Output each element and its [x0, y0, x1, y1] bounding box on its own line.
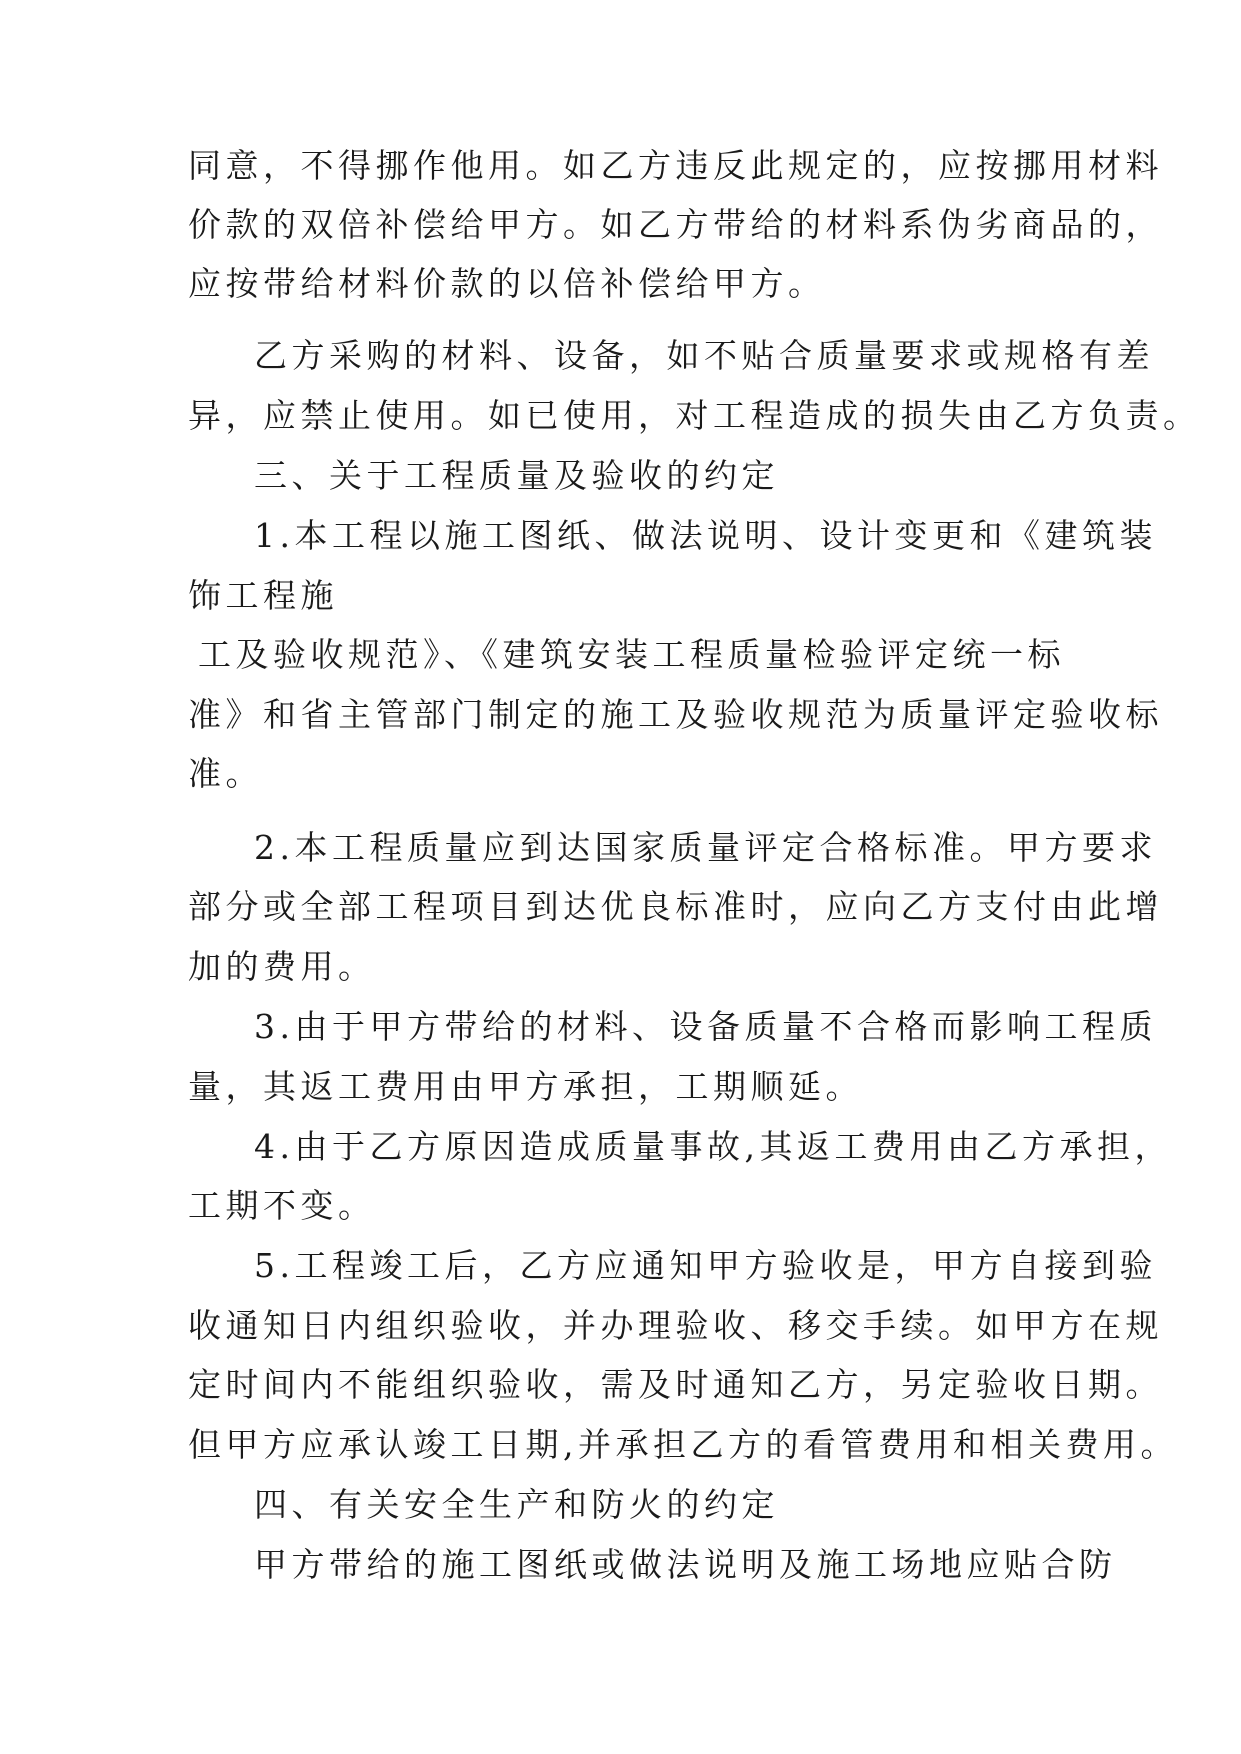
text-line: 甲方带给的施工图纸或做法说明及施工场地应贴合防	[254, 1545, 1117, 1584]
text-line: 4.由于乙方原因造成质量事故,其返工费用由乙方承担，	[254, 1127, 1172, 1166]
text-line: 应按带给材料价款的以倍补偿给甲方。	[188, 264, 826, 303]
text-line: 1.本工程以施工图纸、做法说明、设计变更和《建筑装	[254, 516, 1157, 555]
text-line: 定时间内不能组织验收，需及时通知乙方，另定验收日期。	[188, 1365, 1163, 1404]
section-heading: 四、有关安全生产和防火的约定	[254, 1485, 779, 1524]
text-line: 饰工程施	[188, 576, 338, 615]
text-line: 准。	[188, 754, 263, 793]
text-line: 异，应禁止使用。如已使用，对工程造成的损失由乙方负责。	[188, 396, 1201, 435]
text-line: 同意，不得挪作他用。如乙方违反此规定的，应按挪用材料	[188, 146, 1163, 185]
text-line: 量，其返工费用由甲方承担，工期顺延。	[188, 1067, 863, 1106]
text-line: 工期不变。	[188, 1186, 376, 1225]
text-line: 乙方采购的材料、设备，如不贴合质量要求或规格有差	[254, 336, 1154, 375]
text-line: 2.本工程质量应到达国家质量评定合格标准。甲方要求	[254, 828, 1157, 867]
text-line: 5.工程竣工后，乙方应通知甲方验收是，甲方自接到验	[254, 1246, 1157, 1285]
text-line: 收通知日内组织验收，并办理验收、移交手续。如甲方在规	[188, 1306, 1163, 1345]
text-line: 价款的双倍补偿给甲方。如乙方带给的材料系伪劣商品的，	[188, 205, 1163, 244]
text-line: 工及验收规范》、《建筑安装工程质量检验评定统一标	[198, 635, 1065, 674]
text-line: 部分或全部工程项目到达优良标准时，应向乙方支付由此增	[188, 887, 1163, 926]
text-line: 3.由于甲方带给的材料、设备质量不合格而影响工程质	[254, 1007, 1157, 1046]
text-line: 准》和省主管部门制定的施工及验收规范为质量评定验收标	[188, 695, 1163, 734]
section-heading: 三、关于工程质量及验收的约定	[254, 456, 779, 495]
text-line: 加的费用。	[188, 947, 376, 986]
text-line: 但甲方应承认竣工日期,并承担乙方的看管费用和相关费用。	[188, 1425, 1178, 1464]
